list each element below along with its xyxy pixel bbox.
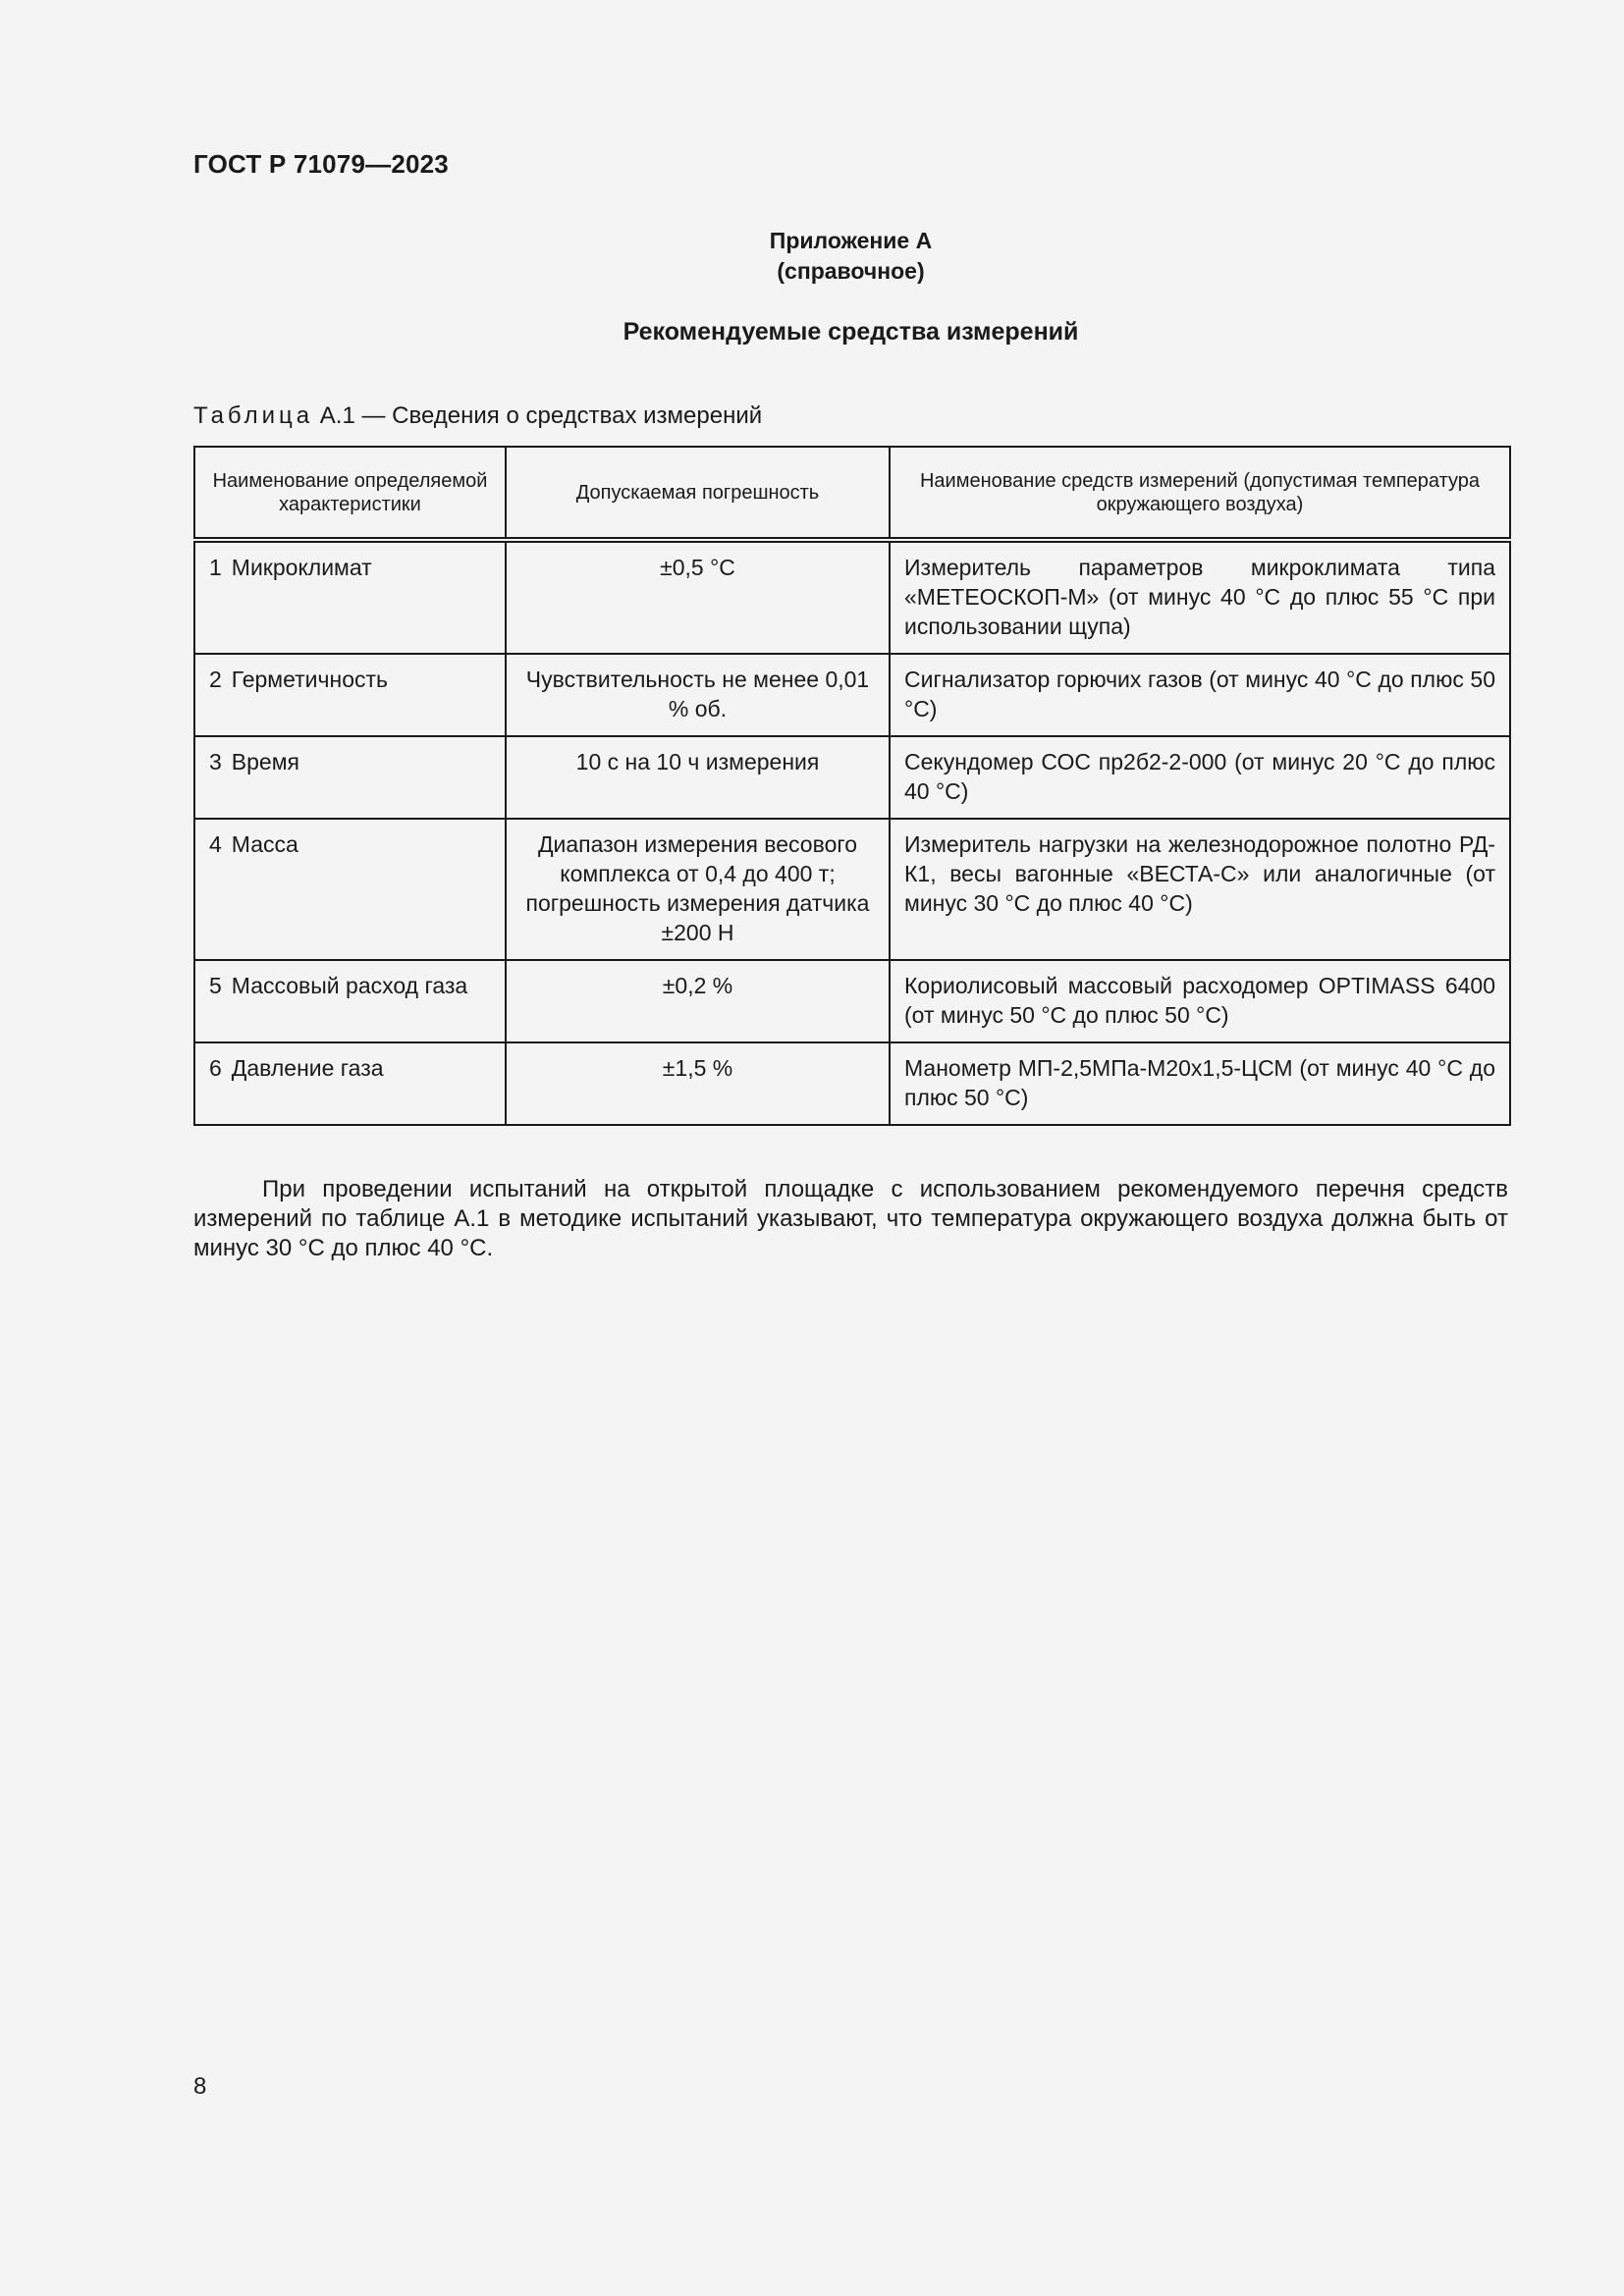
appendix-kind: (справочное) (777, 258, 925, 284)
characteristic-name: Герметичность (231, 667, 389, 692)
header-instrument: Наименование средств измерений (допустимая температура окружающего воздуха) (890, 447, 1510, 540)
standard-id: ГОСТ Р 71079—2023 (193, 149, 449, 179)
table-caption (193, 402, 762, 430)
tolerance-cell: ±0,2 % (506, 960, 890, 1042)
instrument-cell: Сигнализатор горючих газов (от минус 40 °С до плюс 50 °С) (890, 654, 1510, 736)
instrument-cell: Секундомер СОС пр2б2-2-000 (от минус 20 °С до плюс 40 °С) (890, 736, 1510, 819)
characteristic-cell (194, 960, 506, 1042)
row-number: 1 (209, 555, 222, 580)
tolerance-cell: Диапазон измерения весового комплекса от 0,4 до 400 т; погрешность измерения датчика ±200 Н (506, 819, 890, 960)
characteristic-cell (194, 819, 506, 960)
row-number: 5 (209, 973, 222, 998)
table-row (194, 736, 1510, 819)
instrument-cell: Манометр МП-2,5МПа-М20х1,5-ЦСМ (от минус 40 °С до плюс 50 °С) (890, 1042, 1510, 1125)
characteristic-name: Время (231, 749, 299, 774)
row-number: 4 (209, 831, 222, 857)
table-row (194, 1042, 1510, 1125)
instrument-cell: Измеритель параметров микроклимата типа «МЕТЕОСКОП-М» (от минус 40 °С до плюс 55 °С при использовании щупа) (890, 540, 1510, 654)
table-row (194, 654, 1510, 736)
page-number: 8 (193, 2073, 207, 2100)
instrument-cell: Измеритель нагрузки на железнодорожное полотно РД-К1, весы вагонные «ВЕСТА-С» или аналогичные (от минус 30 °С до плюс 40 °С) (890, 819, 1510, 960)
table-row (194, 960, 1510, 1042)
characteristic-cell (194, 736, 506, 819)
characteristic-name: Давление газа (231, 1055, 384, 1081)
characteristic-cell (194, 1042, 506, 1125)
row-number: 6 (209, 1055, 222, 1081)
body-paragraph: При проведении испытаний на открытой площадке с использованием рекомендуемого перечня средств измерений по таблице А.1 в методике испытаний указывают, что температура окружающего воздуха должна быть от минус 30 °С до плюс 40 °С. (193, 1176, 1508, 1261)
tolerance-cell: ±0,5 °С (506, 540, 890, 654)
characteristic-cell (194, 540, 506, 654)
header-characteristic: Наименование определяемой характеристики (194, 447, 506, 540)
row-number: 3 (209, 749, 222, 774)
measurement-table (193, 446, 1511, 1126)
characteristic-name: Масса (231, 831, 298, 857)
row-number: 2 (209, 667, 222, 692)
characteristic-name: Массовый расход газа (231, 973, 468, 998)
appendix-title: Приложение А (769, 228, 933, 253)
header-tolerance: Допускаемая погрешность (506, 447, 890, 540)
table-caption-text: А.1 — Сведения о средствах измерений (319, 402, 763, 429)
tolerance-cell: ±1,5 % (506, 1042, 890, 1125)
characteristic-name: Микроклимат (231, 555, 372, 580)
characteristic-cell (194, 654, 506, 736)
tolerance-cell: 10 с на 10 ч измерения (506, 736, 890, 819)
instrument-cell: Кориолисовый массовый расходомер OPTIMASS 6400 (от минус 50 °С до плюс 50 °С) (890, 960, 1510, 1042)
appendix-heading (193, 226, 1508, 287)
table-row (194, 819, 1510, 960)
table-row (194, 540, 1510, 654)
table-header-row (194, 447, 1510, 540)
tolerance-cell: Чувствительность не менее 0,01 % об. (506, 654, 890, 736)
section-title: Рекомендуемые средства измерений (623, 318, 1079, 346)
table-caption-label: Таблица (193, 402, 314, 429)
